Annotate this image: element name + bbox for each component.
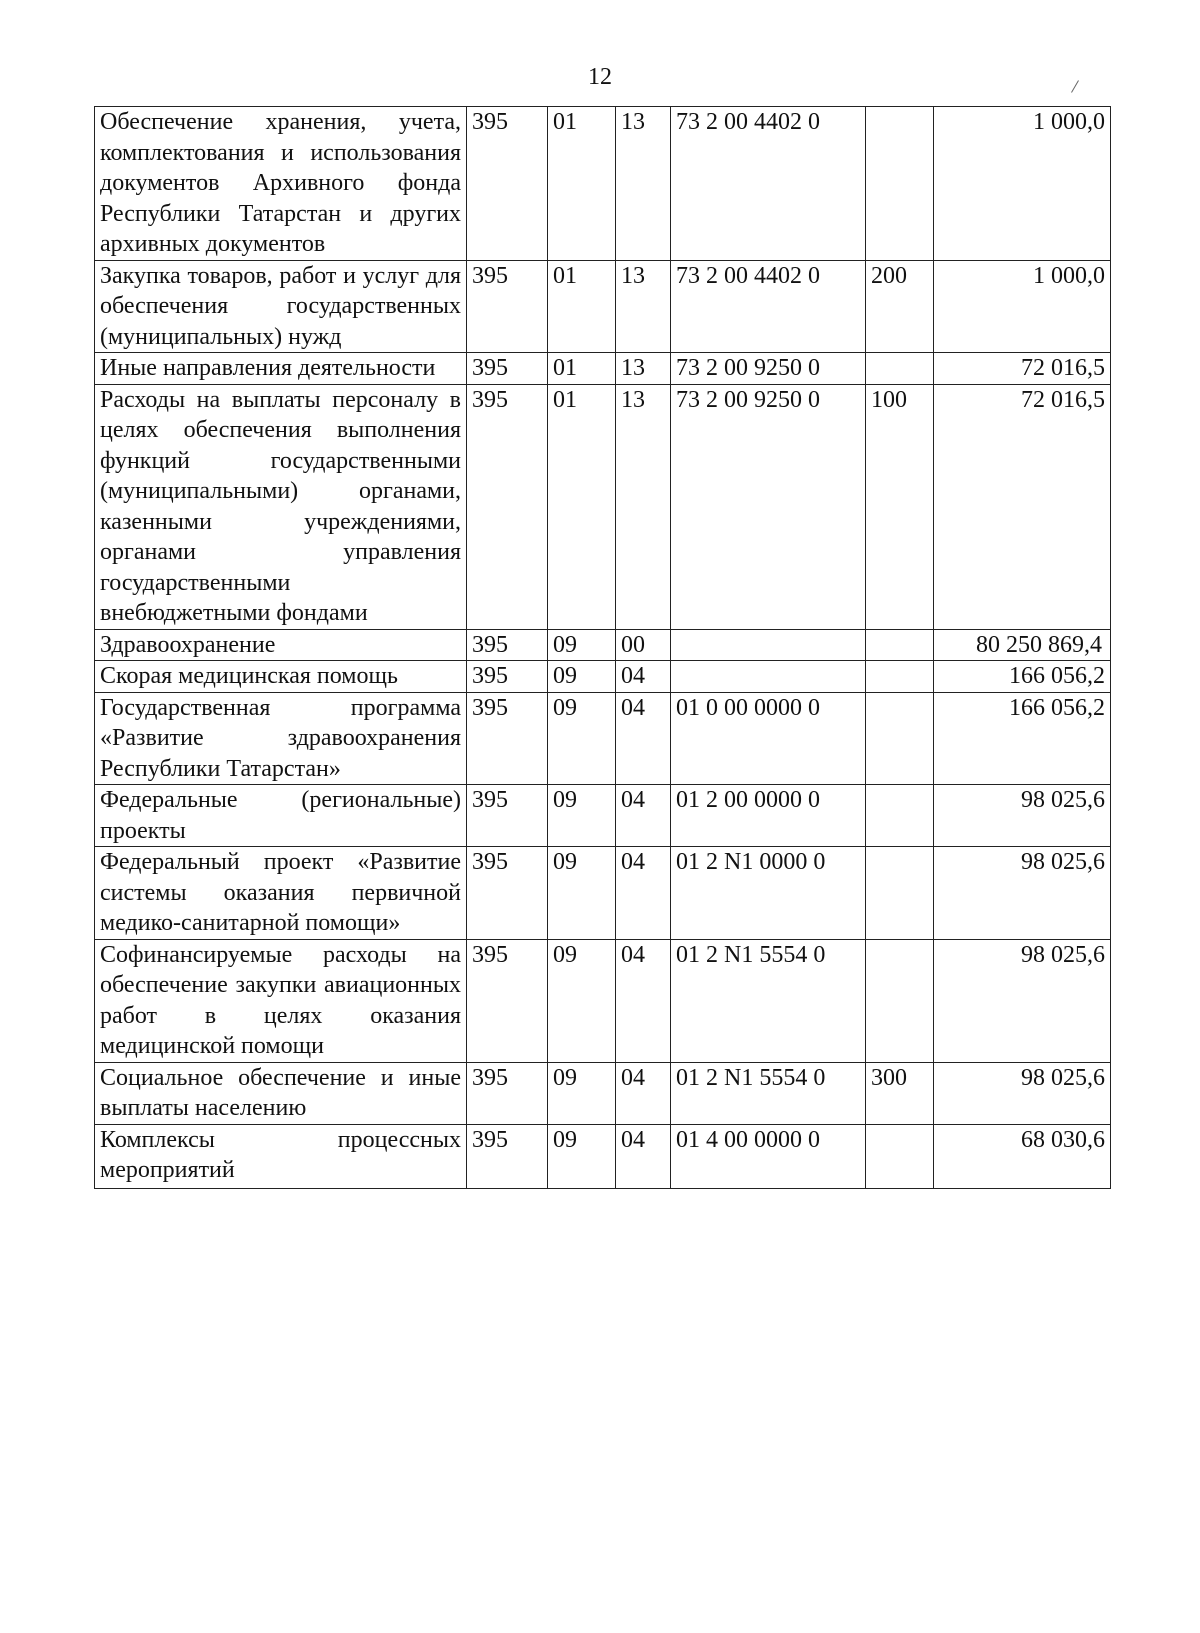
row-pr: 04 bbox=[616, 661, 671, 693]
row-csr: 73 2 00 9250 0 bbox=[671, 353, 866, 385]
table-row bbox=[95, 661, 1111, 693]
table-row bbox=[95, 353, 1111, 385]
row-csr: 01 2 N1 5554 0 bbox=[671, 1062, 866, 1124]
row-ved: 395 bbox=[467, 692, 548, 785]
row-csr: 73 2 00 4402 0 bbox=[671, 260, 866, 353]
row-csr: 01 2 N1 5554 0 bbox=[671, 939, 866, 1062]
row-name: Иные направления деятельности bbox=[95, 353, 467, 385]
row-name: Федеральный проект «Развитие системы оказания первичной медико-санитарной помощи» bbox=[95, 847, 467, 940]
row-amount: 166 056,2 bbox=[934, 692, 1111, 785]
table-row bbox=[95, 1062, 1111, 1124]
row-rz: 09 bbox=[548, 1062, 616, 1124]
row-pr: 13 bbox=[616, 260, 671, 353]
row-name: Государственная программа «Развитие здравоохранения Республики Татарстан» bbox=[95, 692, 467, 785]
row-amount: 68 030,6 bbox=[934, 1124, 1111, 1188]
row-pr: 04 bbox=[616, 1062, 671, 1124]
table-row bbox=[95, 939, 1111, 1062]
row-vr bbox=[866, 353, 934, 385]
row-rz: 01 bbox=[548, 260, 616, 353]
row-pr: 13 bbox=[616, 353, 671, 385]
row-vr bbox=[866, 692, 934, 785]
row-rz: 01 bbox=[548, 384, 616, 629]
row-amount: 72 016,5 bbox=[934, 353, 1111, 385]
row-rz: 01 bbox=[548, 107, 616, 261]
table-row bbox=[95, 785, 1111, 847]
row-name: Федеральные (региональные) проекты bbox=[95, 785, 467, 847]
row-pr: 00 bbox=[616, 629, 671, 661]
row-rz: 09 bbox=[548, 847, 616, 940]
table-row bbox=[95, 384, 1111, 629]
row-amount: 72 016,5 bbox=[934, 384, 1111, 629]
row-csr: 73 2 00 4402 0 bbox=[671, 107, 866, 261]
table-row bbox=[95, 260, 1111, 353]
row-rz: 09 bbox=[548, 785, 616, 847]
row-name: Здравоохранение bbox=[95, 629, 467, 661]
row-ved: 395 bbox=[467, 384, 548, 629]
row-name: Скорая медицинская помощь bbox=[95, 661, 467, 693]
row-amount: 98 025,6 bbox=[934, 847, 1111, 940]
row-vr bbox=[866, 629, 934, 661]
row-vr bbox=[866, 107, 934, 261]
row-ved: 395 bbox=[467, 1062, 548, 1124]
row-pr: 04 bbox=[616, 785, 671, 847]
row-vr bbox=[866, 661, 934, 693]
row-pr: 13 bbox=[616, 107, 671, 261]
row-rz: 01 bbox=[548, 353, 616, 385]
row-vr bbox=[866, 1124, 934, 1188]
row-rz: 09 bbox=[548, 661, 616, 693]
row-ved: 395 bbox=[467, 661, 548, 693]
row-amount: 1 000,0 bbox=[934, 260, 1111, 353]
row-vr bbox=[866, 939, 934, 1062]
row-amount: 98 025,6 bbox=[934, 1062, 1111, 1124]
row-ved: 395 bbox=[467, 107, 548, 261]
budget-table bbox=[94, 106, 1111, 1189]
row-csr: 01 2 N1 0000 0 bbox=[671, 847, 866, 940]
row-name: Закупка товаров, работ и услуг для обеспечения государственных (муниципальных) нужд bbox=[95, 260, 467, 353]
row-amount: 80 250 869,4 bbox=[934, 629, 1111, 661]
row-rz: 09 bbox=[548, 939, 616, 1062]
row-pr: 04 bbox=[616, 692, 671, 785]
row-pr: 13 bbox=[616, 384, 671, 629]
row-vr: 200 bbox=[866, 260, 934, 353]
row-name: Социальное обеспечение и иные выплаты населению bbox=[95, 1062, 467, 1124]
table-row bbox=[95, 107, 1111, 261]
row-csr bbox=[671, 629, 866, 661]
row-name: Расходы на выплаты персоналу в целях обеспечения выполнения функций государственными (муниципальными) органами, казенными учреждениями, органами управления государственными внебюджетными фондами bbox=[95, 384, 467, 629]
row-csr: 73 2 00 9250 0 bbox=[671, 384, 866, 629]
row-rz: 09 bbox=[548, 692, 616, 785]
row-name: Обеспечение хранения, учета, комплектования и использования документов Архивного фонда Республики Татарстан и других архивных документов bbox=[95, 107, 467, 261]
row-amount: 166 056,2 bbox=[934, 661, 1111, 693]
row-rz: 09 bbox=[548, 629, 616, 661]
row-vr bbox=[866, 785, 934, 847]
row-pr: 04 bbox=[616, 847, 671, 940]
row-ved: 395 bbox=[467, 629, 548, 661]
row-pr: 04 bbox=[616, 1124, 671, 1188]
table-row bbox=[95, 1124, 1111, 1188]
row-pr: 04 bbox=[616, 939, 671, 1062]
row-ved: 395 bbox=[467, 847, 548, 940]
row-rz: 09 bbox=[548, 1124, 616, 1188]
row-amount: 98 025,6 bbox=[934, 785, 1111, 847]
row-ved: 395 bbox=[467, 785, 548, 847]
row-amount: 98 025,6 bbox=[934, 939, 1111, 1062]
page-number: 12 bbox=[588, 64, 612, 90]
row-csr: 01 4 00 0000 0 bbox=[671, 1124, 866, 1188]
row-csr: 01 0 00 0000 0 bbox=[671, 692, 866, 785]
row-ved: 395 bbox=[467, 353, 548, 385]
row-vr bbox=[866, 847, 934, 940]
row-ved: 395 bbox=[467, 260, 548, 353]
row-name: Софинансируемые расходы на обеспечение закупки авиационных работ в целях оказания медицинской помощи bbox=[95, 939, 467, 1062]
table-row bbox=[95, 629, 1111, 661]
row-vr: 300 bbox=[866, 1062, 934, 1124]
table-row bbox=[95, 847, 1111, 940]
row-name: Комплексы процессных мероприятий bbox=[95, 1124, 467, 1188]
row-csr: 01 2 00 0000 0 bbox=[671, 785, 866, 847]
row-ved: 395 bbox=[467, 1124, 548, 1188]
row-csr bbox=[671, 661, 866, 693]
row-vr: 100 bbox=[866, 384, 934, 629]
table-row bbox=[95, 692, 1111, 785]
row-ved: 395 bbox=[467, 939, 548, 1062]
row-amount: 1 000,0 bbox=[934, 107, 1111, 261]
